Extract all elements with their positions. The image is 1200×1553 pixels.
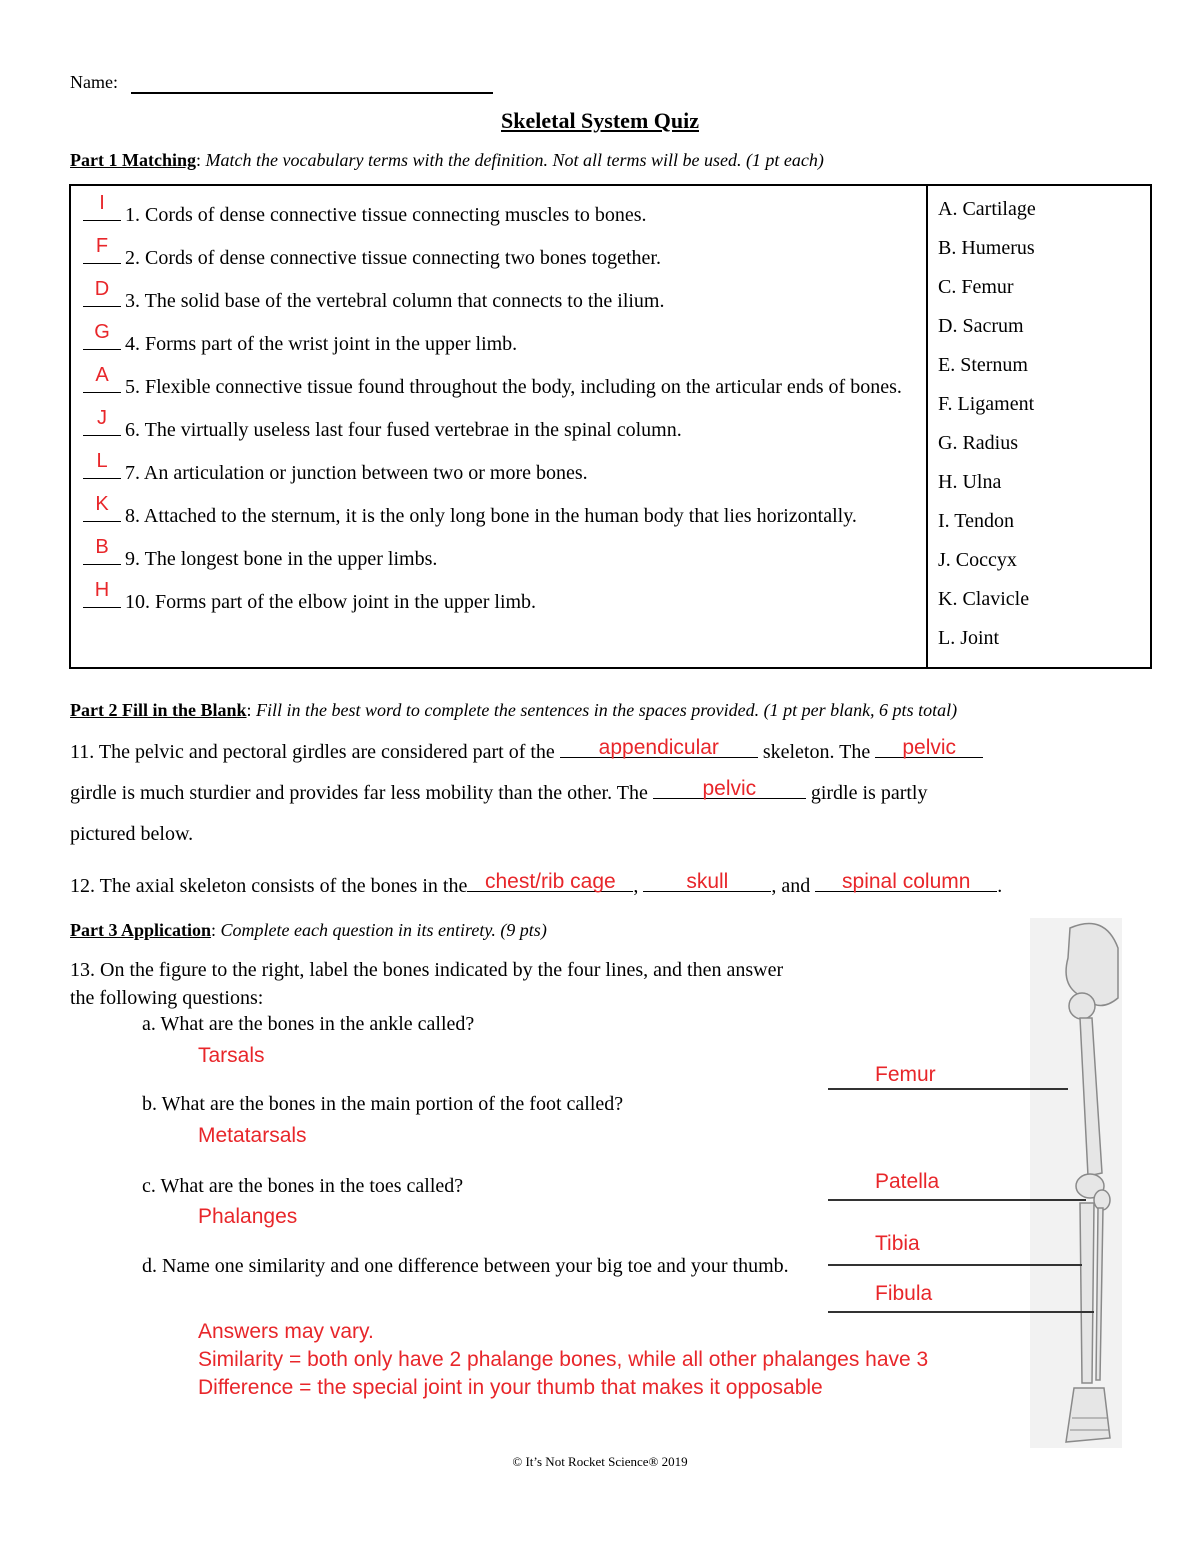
answer-blank[interactable] [83, 278, 121, 307]
answer-blank[interactable] [83, 407, 121, 436]
answer-13d-line2: Similarity = both only have 2 phalange bones, while all other phalanges have 3 [198, 1348, 929, 1371]
q11-blank-3[interactable] [653, 778, 806, 799]
q11-answer-1: appendicular [598, 736, 719, 759]
matching-question [71, 321, 926, 358]
q12-blank-1[interactable] [467, 871, 633, 892]
question-11 [70, 732, 1130, 855]
femur-head [1069, 993, 1095, 1019]
part2-heading: Part 2 Fill in the Blank [70, 700, 247, 720]
q11-text-3: girdle is much sturdier and provides far less mobility than the other. The [70, 782, 648, 804]
answer-blank[interactable] [83, 364, 121, 393]
question-text: 6. The virtually useless last four fused vertebrae in the spinal column. [125, 419, 682, 441]
part3-heading-row: Part 3 Application: Complete each question in its entirety. (9 pts) [70, 920, 547, 940]
q11-blank-2[interactable] [875, 737, 983, 758]
q11-answer-3: pelvic [702, 777, 757, 800]
answer-letter: B [95, 536, 109, 558]
question-text: 4. Forms part of the wrist joint in the upper limb. [125, 333, 518, 355]
vocab-term: K. Clavicle [938, 588, 1030, 610]
answer-blank[interactable] [83, 450, 121, 479]
part2-heading-row: Part 2 Fill in the Blank: Fill in the best word to complete the sentences in the spaces provided. (1 pt per blank, 6 pts total) [70, 700, 958, 720]
label-line-tibia[interactable] [828, 1264, 1082, 1266]
terms-column [927, 185, 1151, 668]
part3-heading: Part 3 Application [70, 920, 212, 940]
question-13b: b. What are the bones in the main portion of the foot called? [142, 1093, 624, 1115]
matching-question [71, 235, 926, 272]
name-field[interactable] [131, 92, 493, 94]
part3-instructions: Complete each question in its entirety. (9 pts) [220, 920, 547, 940]
matching-question [71, 536, 926, 573]
matching-question [71, 493, 926, 530]
matching-question [71, 407, 926, 444]
answer-13b: Metatarsals [198, 1124, 307, 1147]
vocab-term: B. Humerus [938, 237, 1035, 259]
question-text: 3. The solid base of the vertebral column that connects to the ilium. [125, 290, 665, 312]
vocab-term: C. Femur [938, 276, 1014, 298]
question-13: 13. On the figure to the right, label the bones indicated by the four lines, and then answer the following questions: [70, 959, 784, 1009]
matching-table [69, 184, 1152, 669]
matching-question [71, 364, 926, 401]
answer-blank[interactable] [83, 321, 121, 350]
part1-instructions: Match the vocabulary terms with the definition. Not all terms will be used. (1 pt each) [205, 150, 824, 170]
answer-letter: H [94, 579, 110, 601]
q11-text-5: pictured below. [70, 823, 194, 845]
part1-heading-row: Part 1 Matching: Match the vocabulary terms with the definition. Not all terms will be used. (1 pt each) [70, 150, 824, 170]
q11-blank-1[interactable] [560, 737, 758, 758]
q12-text-3: , and [771, 875, 811, 897]
answer-letter: D [94, 278, 110, 300]
answer-letter: J [97, 407, 107, 429]
answer-13d-line3: Difference = the special joint in your thumb that makes it opposable [198, 1376, 823, 1399]
answer-letter: K [95, 493, 109, 515]
q12-blank-2[interactable] [643, 871, 771, 892]
label-patella: Patella [875, 1170, 940, 1193]
question-13d: d. Name one similarity and one difference between your big toe and your thumb. [142, 1255, 789, 1277]
q12-answer-1: chest/rib cage [484, 870, 616, 893]
vocab-term: I. Tendon [938, 510, 1014, 532]
vocab-term: A. Cartilage [938, 198, 1036, 220]
answer-letter: I [99, 192, 105, 214]
label-line-femur[interactable] [828, 1088, 1068, 1090]
matching-question [71, 192, 926, 229]
q11-text-1: 11. The pelvic and pectoral girdles are considered part of the [70, 741, 555, 763]
q12-answer-3: spinal column [842, 870, 971, 893]
definitions-column [70, 185, 927, 668]
page-title: Skeletal System Quiz [501, 108, 699, 133]
matching-question [71, 579, 926, 616]
answer-letter: A [95, 364, 109, 386]
vocab-term: H. Ulna [938, 471, 1002, 493]
answer-13a: Tarsals [198, 1044, 265, 1067]
q12-answer-2: skull [686, 870, 729, 893]
label-line-patella[interactable] [828, 1199, 1086, 1201]
question-text: 10. Forms part of the elbow joint in the upper limb. [125, 591, 537, 613]
question-text: 5. Flexible connective tissue found throughout the body, including on the articular ends of bones. [125, 376, 902, 398]
question-text: 8. Attached to the sternum, it is the only long bone in the human body that lies horizontally. [125, 505, 857, 527]
vocab-term: G. Radius [938, 432, 1018, 454]
footer-copyright: © It’s Not Rocket Science® 2019 [512, 1454, 688, 1469]
answer-blank[interactable] [83, 235, 121, 264]
answer-blank[interactable] [83, 493, 121, 522]
question-text: 2. Cords of dense connective tissue connecting two bones together. [125, 247, 661, 269]
vocab-term: J. Coccyx [938, 549, 1017, 571]
vocab-term: F. Ligament [938, 393, 1035, 415]
question-12 [70, 866, 1130, 907]
answer-blank[interactable] [83, 579, 121, 608]
answer-letter: L [96, 450, 108, 472]
label-fibula: Fibula [875, 1282, 933, 1305]
question-text: 7. An articulation or junction between two or more bones. [125, 462, 588, 484]
vocab-term: E. Sternum [938, 354, 1028, 376]
answer-13d [198, 1318, 928, 1402]
tibia-bone [1080, 1203, 1094, 1383]
question-text: 9. The longest bone in the upper limbs. [125, 548, 438, 570]
q11-answer-2: pelvic [902, 736, 957, 759]
part1-heading: Part 1 Matching [70, 150, 196, 170]
answer-13c: Phalanges [198, 1205, 298, 1228]
label-line-fibula[interactable] [828, 1311, 1094, 1313]
patella-bone [1094, 1190, 1110, 1210]
part2-instructions: Fill in the best word to complete the sentences in the spaces provided. (1 pt per blank, 6 pts total) [256, 700, 958, 720]
label-femur: Femur [875, 1063, 936, 1086]
q12-blank-3[interactable] [815, 871, 997, 892]
answer-13d-line1: Answers may vary. [198, 1320, 374, 1343]
q12-text-2: , [633, 875, 639, 897]
question-text: 1. Cords of dense connective tissue connecting muscles to bones. [125, 204, 647, 226]
matching-question [71, 450, 926, 487]
answer-blank[interactable] [83, 192, 121, 221]
label-tibia: Tibia [875, 1232, 920, 1255]
vocab-term: D. Sacrum [938, 315, 1024, 337]
q12-text-4: . [997, 875, 1003, 897]
answer-letter: F [95, 235, 109, 257]
question-13a: a. What are the bones in the ankle called? [142, 1013, 475, 1035]
foot-bones [1066, 1388, 1110, 1442]
matching-question [71, 278, 926, 315]
vocab-term: L. Joint [938, 627, 1000, 649]
q11-text-2: skeleton. The [762, 741, 871, 763]
answer-letter: G [94, 321, 110, 343]
q11-text-4: girdle is partly [810, 782, 928, 804]
name-label: Name: [70, 72, 118, 92]
q12-text-1: 12. The axial skeleton consists of the bones in the [70, 875, 468, 897]
leg-skeleton-figure [1030, 918, 1122, 1448]
answer-blank[interactable] [83, 536, 121, 565]
question-13c: c. What are the bones in the toes called? [142, 1175, 464, 1197]
